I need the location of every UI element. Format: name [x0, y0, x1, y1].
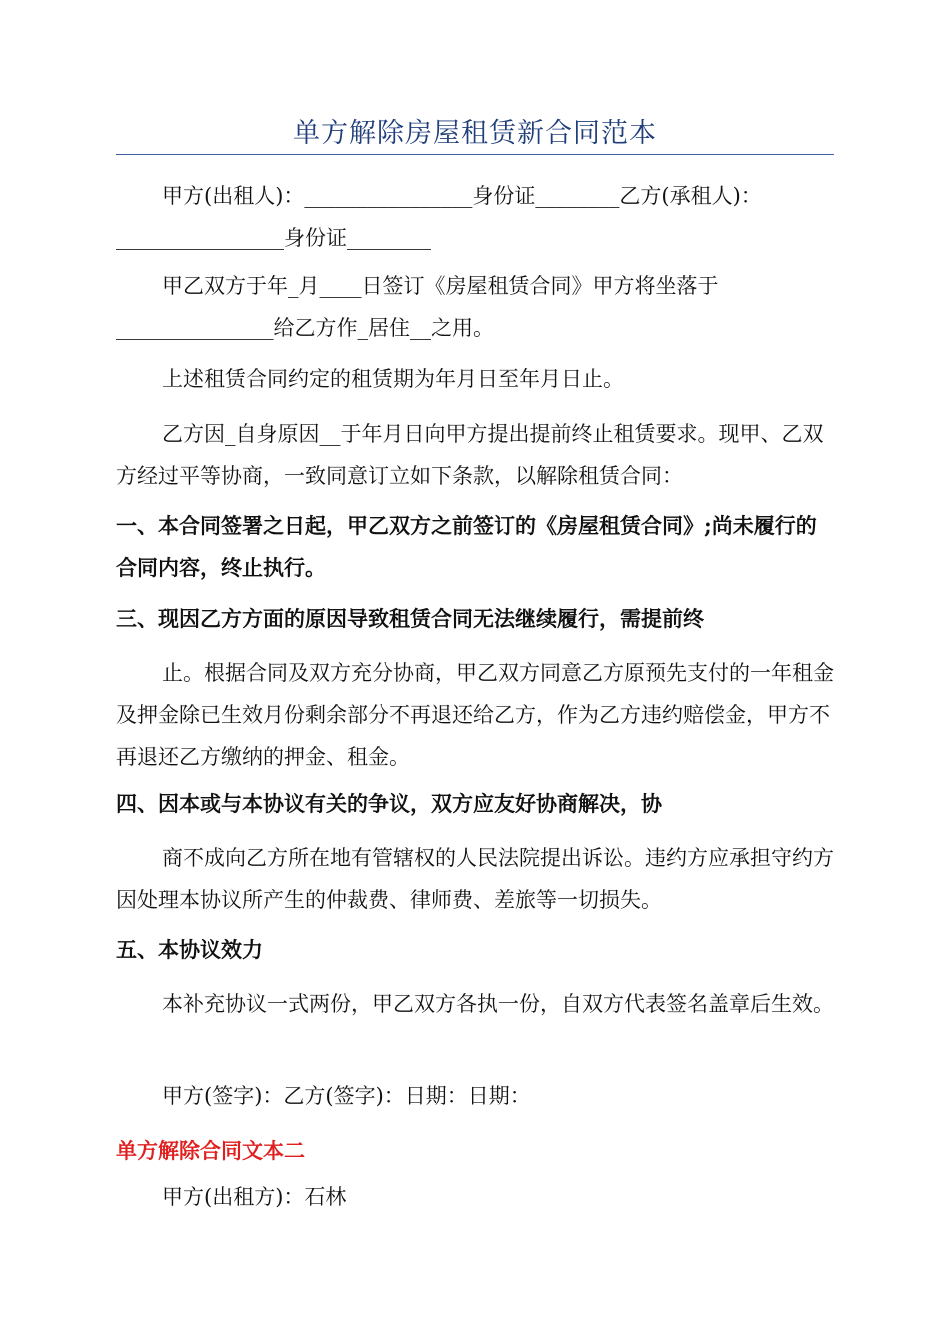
contract-signing-paragraph: 甲乙双方于年_月____日签订《房屋租赁合同》甲方将坐落于_______________给乙方作_居住__之用。 — [116, 274, 719, 340]
document-title: 单方解除房屋租赁新合同范本 — [293, 118, 657, 149]
clause-five-body: 本补充协议一式两份，甲乙双方各执一份，自双方代表签名盖章后生效。 — [162, 992, 834, 1016]
clause-one: 一、本合同签署之日起，甲乙双方之前签订的《房屋租赁合同》;尚未履行的合同内容，终止执行。 — [116, 513, 817, 580]
clause-three-heading: 三、现因乙方方面的原因导致租赁合同无法继续履行，需提前终 — [116, 606, 704, 631]
title-underline — [116, 154, 834, 155]
clause-four-body: 商不成向乙方所在地有管辖权的人民法院提出诉讼。违约方应承担守约方因处理本协议所产生的仲裁费、律师费、差旅等一切损失。 — [116, 846, 834, 912]
clause-five-heading: 五、本协议效力 — [116, 937, 263, 962]
section-two-landlord-line: 甲方(出租方)：石林 — [162, 1185, 347, 1209]
clause-four-heading: 四、因本或与本协议有关的争议，双方应友好协商解决，协 — [116, 791, 662, 816]
clause-three-body: 止。根据合同及双方充分协商，甲乙双方同意乙方原预先支付的一年租金及押金除已生效月份剩余部分不再退还给乙方，作为乙方违约赔偿金，甲方不再退还乙方缴纳的押金、租金。 — [116, 661, 834, 769]
section-two-heading: 单方解除合同文本二 — [116, 1138, 305, 1163]
party-info-paragraph: 甲方(出租人)：________________身份证________乙方(承租人)：________________身份证________ — [116, 184, 762, 250]
lease-term-paragraph: 上述租赁合同约定的租赁期为年月日至年月日止。 — [162, 367, 624, 391]
termination-request-paragraph: 乙方因_自身原因__于年月日向甲方提出提前终止租赁要求。现甲、乙双方经过平等协商，一致同意订立如下条款，以解除租赁合同： — [116, 422, 824, 488]
signature-line: 甲方(签字)：乙方(签字)：日期：日期： — [162, 1084, 531, 1108]
